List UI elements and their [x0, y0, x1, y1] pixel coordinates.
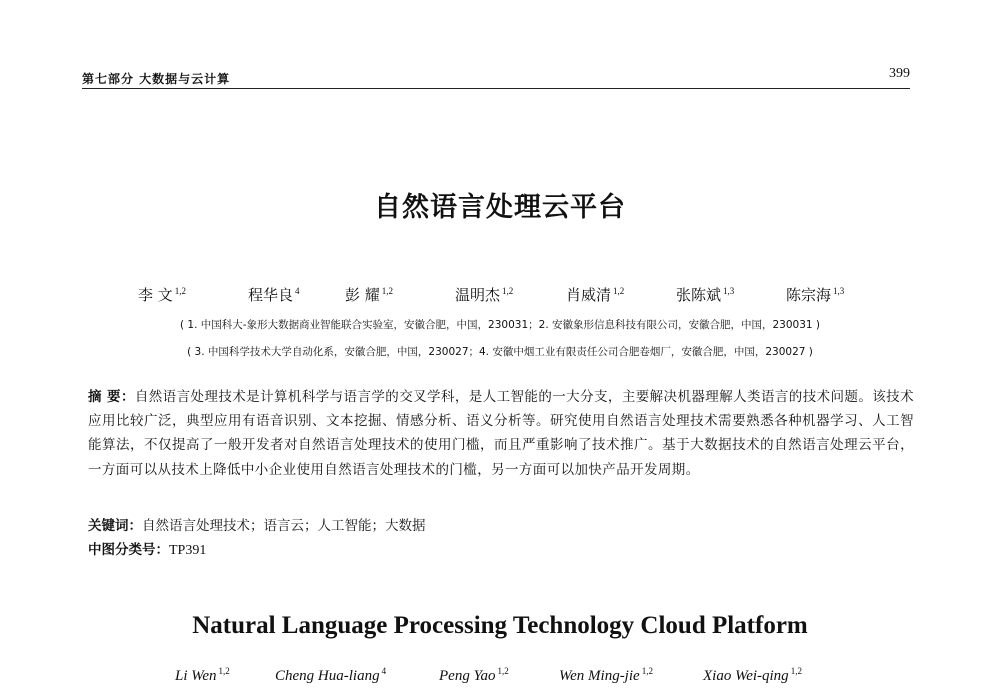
author-zh: 程华良 $^4$ — [248, 286, 300, 304]
author-zh: 陈宗海 $^{1,3}$ — [786, 286, 845, 304]
abstract-label: 摘 要： — [88, 389, 135, 405]
author-en: Cheng Hua-liang $^4$ — [275, 666, 387, 684]
keywords-label: 关键词： — [88, 518, 142, 534]
classification-label: 中图分类号： — [88, 542, 169, 558]
page-number: 399 — [889, 66, 910, 81]
keywords — [88, 514, 426, 534]
section-title: 第七部分 大数据与云计算 — [82, 72, 231, 86]
author-en: Peng Yao $^{1,2}$ — [439, 666, 509, 684]
english-title: Natural Language Processing Technology Cloud Platform — [192, 612, 808, 639]
author-en: Wen Ming-jie $^{1,2}$ — [559, 666, 653, 684]
affiliation-line: ( 3. 中国科学技术大学自动化系，安徽合肥，中国，230027；4. 安徽中烟工业有限责任公司合肥卷烟厂，安徽合肥，中国，230027 ) — [187, 346, 813, 358]
affiliation-line: ( 1. 中国科大-象形大数据商业智能联合实验室，安徽合肥，中国，230031；2. 安徽象形信息科技有限公司，安徽合肥，中国，230031 ) — [179, 319, 821, 331]
author-zh: 温明杰 $^{1,2}$ — [455, 286, 514, 304]
author-en: Li Wen $^{1,2}$ — [175, 666, 230, 684]
author-zh: 彭 耀 $^{1,2}$ — [345, 286, 394, 304]
abstract — [88, 385, 914, 482]
keywords-text: 自然语言处理技术；语言云；人工智能；大数据 — [142, 518, 426, 534]
author-en: Xiao Wei-qing $^{1,2}$ — [703, 666, 802, 684]
classification-code: TP391 — [169, 543, 207, 558]
chinese-title: 自然语言处理云平台 — [374, 192, 626, 223]
abstract-text: 自然语言处理技术是计算机科学与语言学的交叉学科，是人工智能的一大分支，主要解决机器理解人类语言的技术问题。该技术应用比较广泛，典型应用有语音识别、文本挖掘、情感分析、语义分析等。研究使用自然语言处理技术需要熟悉各种机器学习、人工智能算法，不仅提高了一般开发者对自然语言处理技术的使用门槛，而且严重影响了技术推广。基于大数据技术的自然语言处理云平台，一方面可以从技术上降低中小企业使用自然语言处理技术的门槛，另一方面可以加快产品开发周期。 — [88, 389, 914, 478]
english-author-list — [175, 666, 875, 688]
author-zh: 李 文 $^{1,2}$ — [138, 286, 187, 304]
chinese-author-list — [138, 284, 898, 306]
running-header — [82, 66, 910, 89]
author-zh: 肖威清 $^{1,2}$ — [566, 286, 625, 304]
author-zh: 张陈斌 $^{1,3}$ — [676, 286, 735, 304]
classification — [88, 538, 206, 559]
